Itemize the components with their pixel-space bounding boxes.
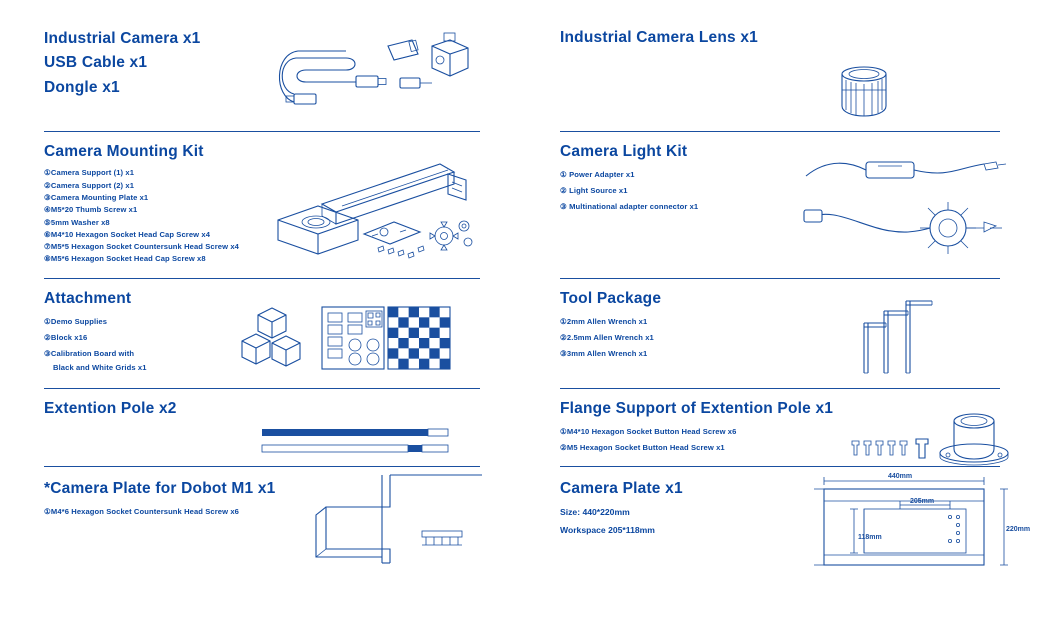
section-camera-usb-dongle (44, 28, 480, 132)
section-title: Industrial Camera Lens x1 (560, 29, 758, 46)
section-camera-plate-dobot-m1 (44, 467, 480, 587)
part-item: ②2.5mm Allen Wrench x1 (560, 333, 654, 343)
dim-inner-width-label: 205mm (910, 498, 935, 505)
section-title: Extention Pole x2 (44, 400, 177, 417)
dim-top-label: 440mm (888, 473, 913, 480)
part-item: ①Camera Support (1) x1 (44, 168, 135, 178)
part-item: ①M4*6 Hexagon Socket Countersunk Head Screw x6 (44, 507, 239, 517)
dim-right-label: 220mm (1006, 526, 1031, 533)
section-title-line: USB Cable x1 (44, 54, 148, 72)
section-title: Tool Package (560, 290, 662, 307)
part-item: ③Camera Mounting Plate x1 (44, 192, 149, 202)
section-title: Flange Support of Extention Pole x1 (560, 400, 834, 417)
section-text-block (44, 479, 480, 520)
dim-inner-height-label: 118mm (858, 534, 882, 541)
plate-workspace: Workspace 205*118mm (560, 524, 655, 535)
section-title: *Camera Plate for Dobot M1 x1 (44, 480, 276, 497)
section-text-block (44, 399, 480, 418)
section-text-block (560, 399, 1000, 456)
part-item: ④M5*20 Thumb Screw x1 (44, 205, 138, 215)
part-item: ③ Multinational adapter connector x1 (560, 202, 699, 212)
section-text-block (44, 142, 480, 266)
section-flange-support (560, 389, 1000, 467)
part-item: ② Light Source x1 (560, 186, 628, 196)
part-item: ⑥M4*10 Hexagon Socket Head Cap Screw x4 (44, 229, 211, 239)
part-item: ⑧M5*6 Hexagon Socket Head Cap Screw x8 (44, 254, 206, 264)
section-title: Attachment (44, 290, 132, 307)
part-item: ① Power Adapter x1 (560, 170, 635, 180)
section-text-block (560, 479, 1000, 539)
part-item: ②Camera Support (2) x1 (44, 180, 135, 190)
section-text-block (560, 142, 1000, 215)
section-camera-mounting-kit (44, 132, 480, 279)
section-text-block (560, 28, 1000, 47)
part-item: ②M5 Hexagon Socket Button Head Screw x1 (560, 443, 725, 453)
section-title: Camera Light Kit (560, 143, 688, 160)
part-item: ⑦M5*5 Hexagon Socket Countersunk Head Screw x4 (44, 242, 239, 252)
illustration-extention-pole (262, 427, 462, 461)
section-title-line: Industrial Camera x1 (44, 30, 201, 47)
section-title-line: Dongle x1 (44, 78, 120, 96)
section-text-block (560, 289, 1000, 362)
part-item: ②Block x16 (44, 333, 88, 343)
section-camera-plate (560, 467, 1031, 587)
section-text-block (44, 28, 480, 99)
plate-size: Size: 440*220mm (560, 507, 630, 518)
section-industrial-camera-lens (560, 28, 1000, 132)
section-extention-pole (44, 389, 480, 467)
right-column (520, 0, 1040, 640)
part-item: Black and White Grids x1 (53, 363, 147, 373)
part-item: ⑤5mm Washer x8 (44, 217, 110, 227)
part-item: ①2mm Allen Wrench x1 (560, 317, 648, 327)
section-text-block (44, 289, 480, 374)
part-item: ③Calibration Board with (44, 349, 135, 359)
part-item: ①Demo Supplies (44, 317, 108, 327)
part-item: ①M4*10 Hexagon Socket Button Head Screw x6 (560, 427, 737, 437)
illustration-lens (822, 64, 932, 124)
section-attachment (44, 279, 480, 389)
section-title: Camera Plate x1 (560, 480, 683, 497)
section-tool-package (560, 279, 1000, 389)
section-title: Camera Mounting Kit (44, 143, 204, 160)
part-item: ③3mm Allen Wrench x1 (560, 349, 648, 359)
section-camera-light-kit (560, 132, 1000, 279)
